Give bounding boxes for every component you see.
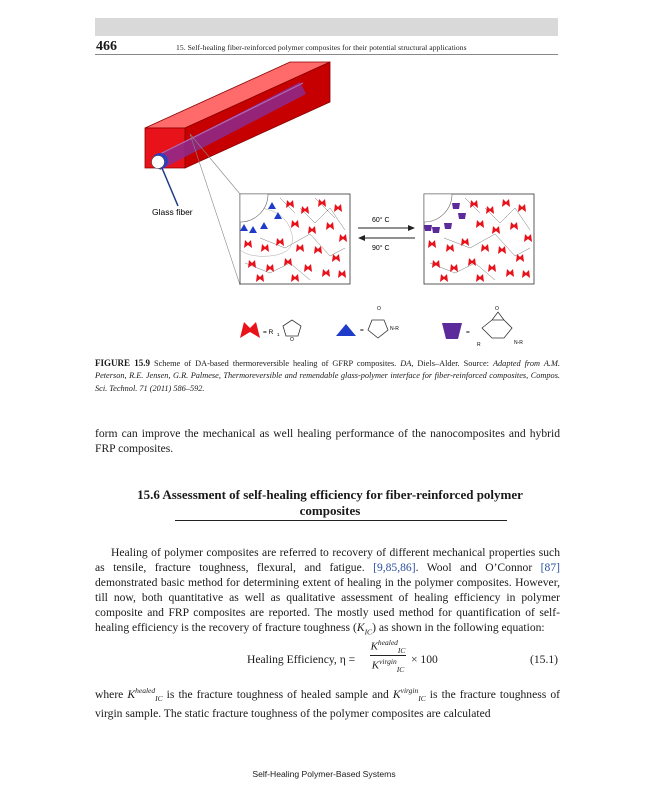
paragraph-definitions: where $K^{healed}_{IC}$ is the fracture toughness of healed sample and $K^{virgin}_{IC}$ is the fracture toughness of virgin sample. The static fracture toughness of the polymer composites are calculated	[95, 686, 560, 721]
citation-link[interactable]: [9,85,86]	[373, 561, 416, 574]
glass-fiber-label: Glass fiber	[152, 207, 193, 217]
legend-furan	[240, 320, 301, 343]
equation-label: Healing Efficiency, η =	[247, 653, 356, 666]
page-number: 466	[96, 39, 117, 54]
page-footer: Self-Healing Polymer-Based Systems	[252, 769, 396, 779]
svg-text:1: 1	[277, 332, 280, 337]
equation-number: (15.1)	[530, 653, 559, 666]
svg-text:O: O	[495, 306, 499, 312]
legend-maleimide	[336, 306, 399, 338]
paragraph-healing-intro: Healing of polymer composites are referred to recovery of different mechanical properties such as tensile, fracture toughness, flexural, and fatigue. [9,85,86]. Wool and O’Connor [87] demonstrated basic method for determining extent of healing in the polymer composites. However, till now, both quantitative as well as qualitative assessment of healing efficiency in polymer composite and FRP composites are reported. The mostly used method for quantification of self-healing efficiency is the recovery of fracture toughness $(K_{IC})$ as shown in the following equation:	[95, 546, 560, 637]
svg-text:N-R: N-R	[514, 340, 523, 346]
forward-temp: 60° C	[372, 217, 390, 224]
svg-text:=: =	[360, 327, 364, 334]
svg-text:R: R	[477, 342, 481, 348]
paragraph-continued: form can improve the mechanical as well healing performance of the nanocomposites and hybrid FRP composites.	[95, 427, 560, 455]
svg-text:O: O	[377, 306, 381, 312]
legend-adduct	[442, 306, 523, 348]
panel-unbonded	[240, 194, 350, 284]
figure-15-9	[140, 58, 580, 358]
svg-text:= R: = R	[263, 329, 274, 336]
reaction-arrows	[358, 216, 415, 252]
zoom-line-bottom	[190, 134, 240, 285]
reverse-temp: 90° C	[372, 245, 390, 252]
section-heading: 15.6 Assessment of self-healing efficiency for fiber-reinforced polymer composites	[137, 487, 523, 518]
section-rule	[175, 520, 507, 521]
svg-text:=: =	[466, 329, 470, 336]
equation-multiplier: × 100	[411, 653, 438, 666]
svg-text:N-R: N-R	[390, 326, 399, 332]
composite-block	[145, 62, 330, 170]
figure-caption: FIGURE 15.9 Scheme of DA-based thermoreversible healing of GFRP composites. DA, Diels–Alder. Source: Adapted from A.M. Peterson, R.E. Jensen, G.R. Palmese, Thermoreversible and remendable glass-polymer interface for fiber-reinforced composites, Compos. Sci. Technol. 71 (2011) 586–592.	[95, 358, 560, 393]
header-rule	[95, 54, 558, 55]
citation-link[interactable]: [87]	[540, 561, 560, 574]
fiber-pointer-line	[162, 168, 178, 206]
header-bar	[95, 18, 558, 36]
running-title: 15. Self-healing fiber-reinforced polymer composites for their potential structural applications	[176, 43, 467, 52]
equation-fraction: $K^{healed}_{IC}$ $K^{virgin}_{IC}$	[370, 638, 406, 674]
panel-bonded	[424, 194, 534, 284]
svg-text:O: O	[290, 337, 294, 343]
